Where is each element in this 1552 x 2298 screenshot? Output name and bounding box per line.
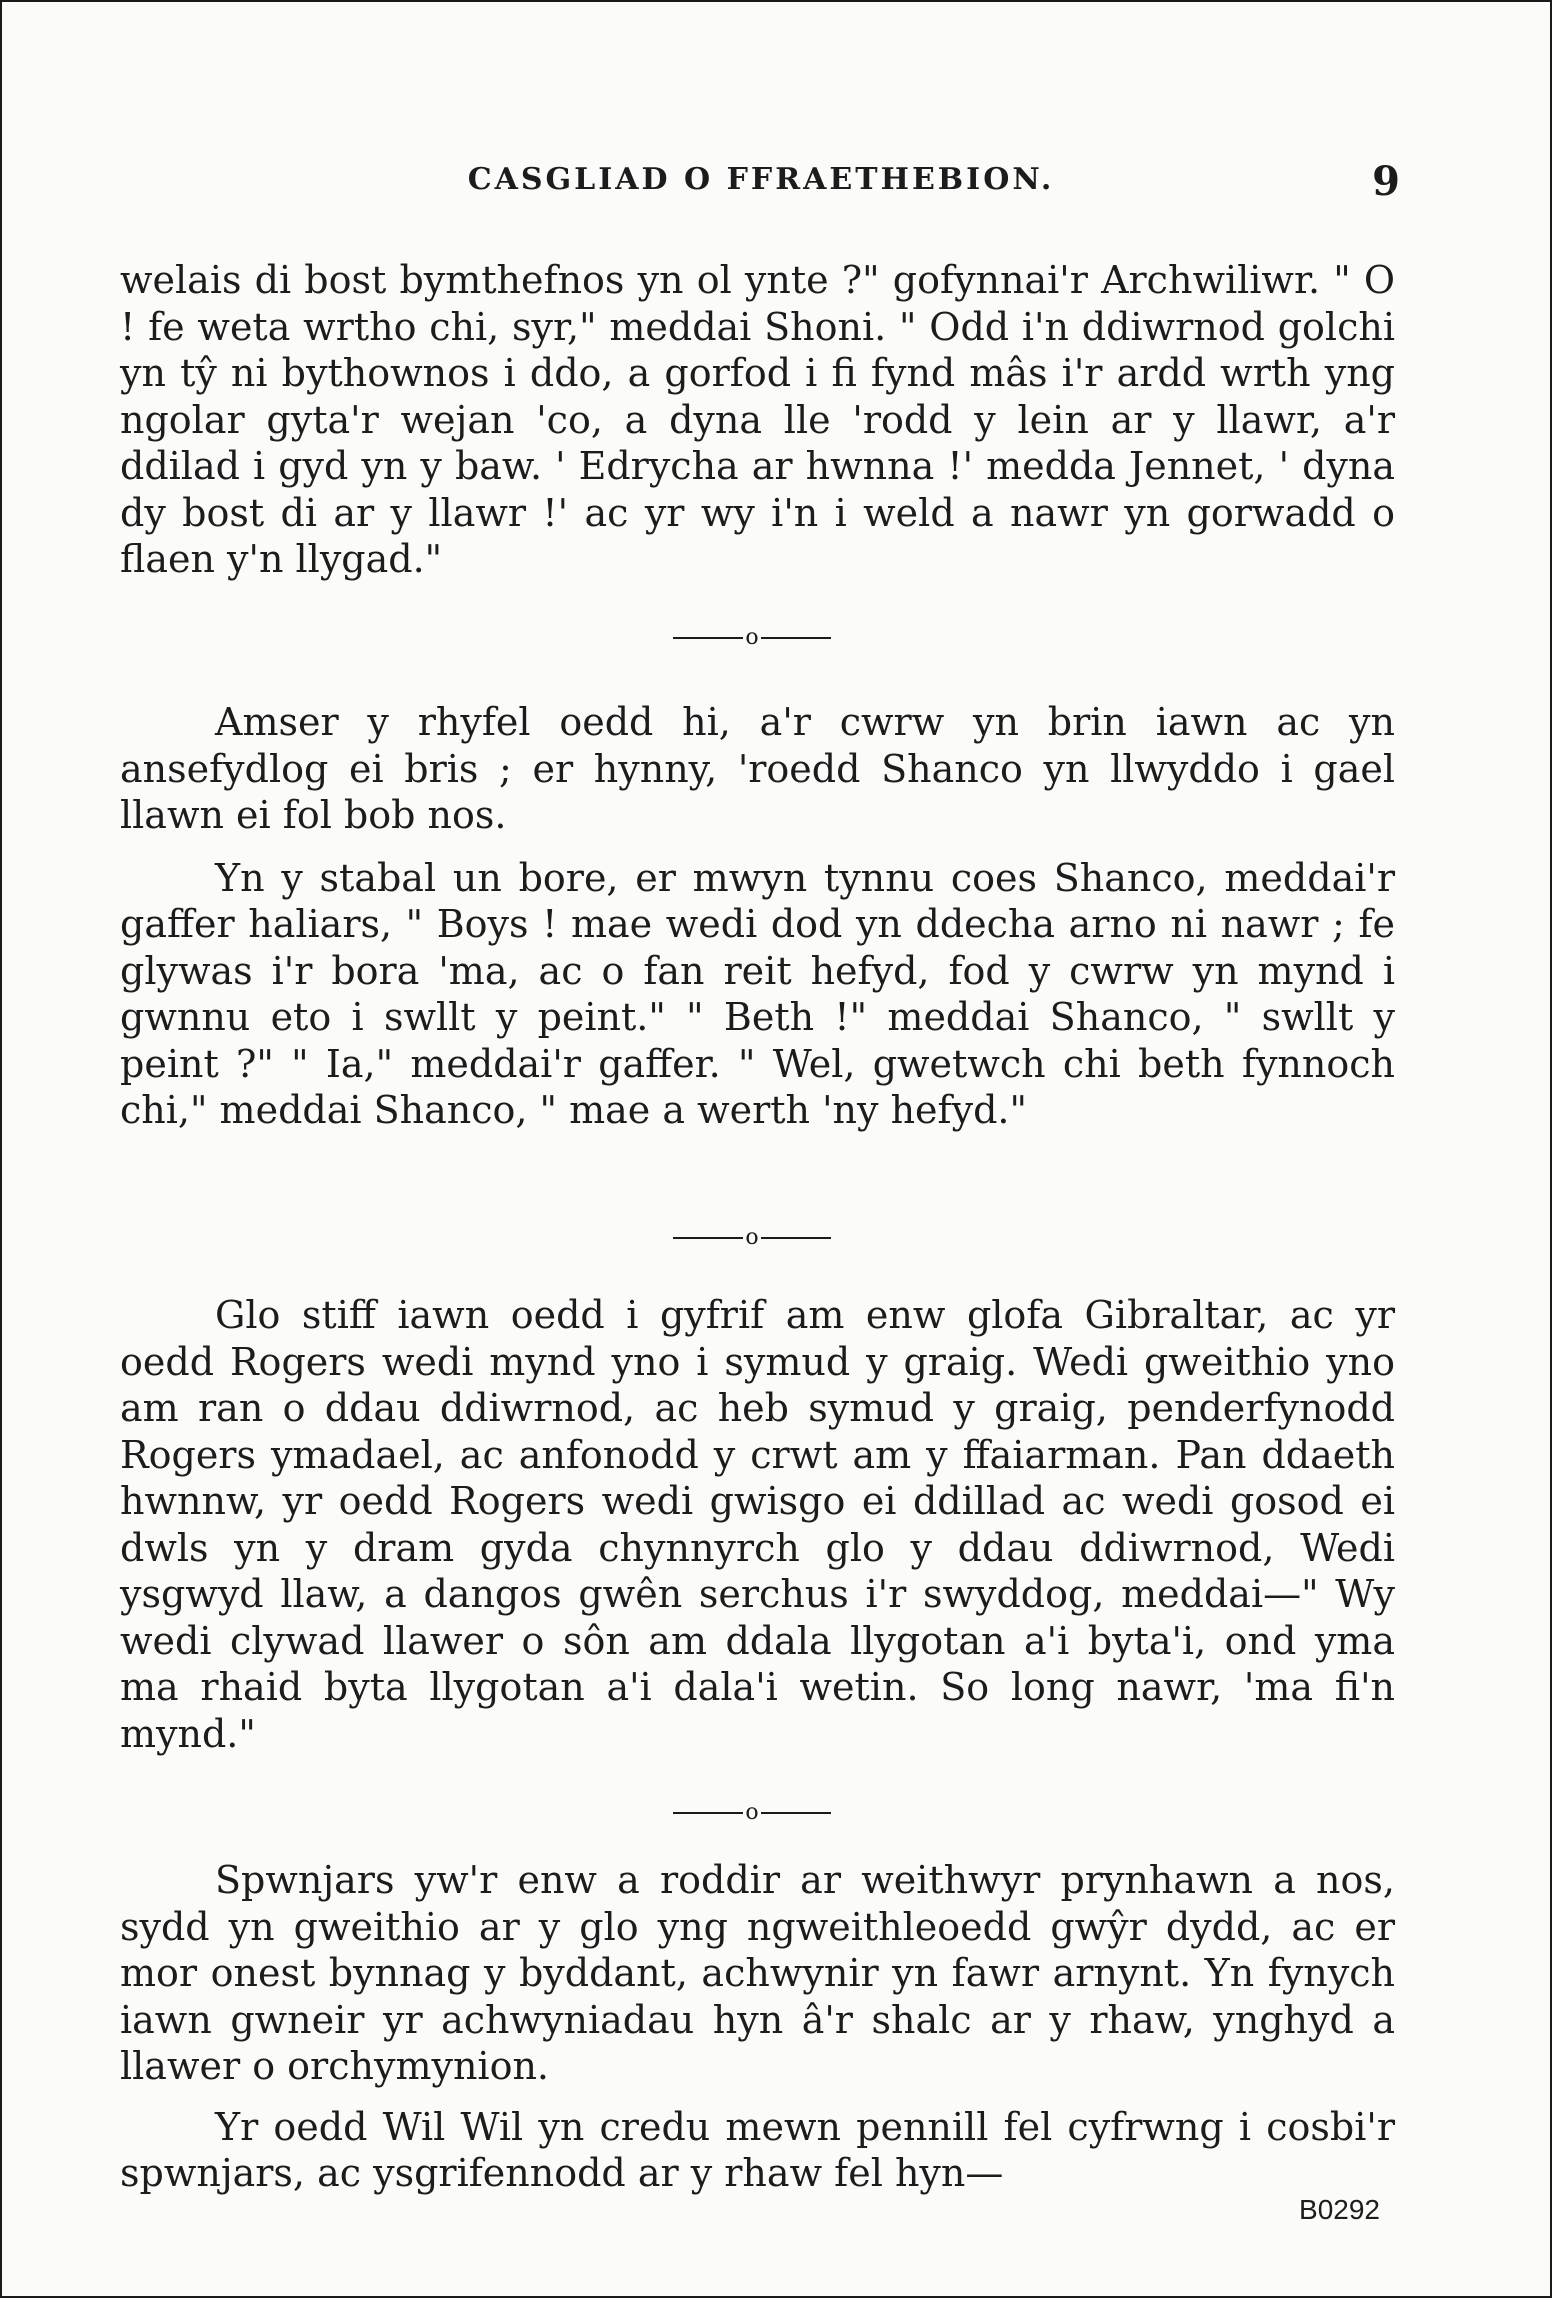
divider-mark: o [745, 1800, 759, 1825]
divider-rule-right [761, 1237, 831, 1239]
section-divider [602, 1218, 902, 1258]
divider-rule-right [761, 637, 831, 639]
section-divider [602, 1793, 902, 1833]
divider-mark: o [745, 625, 759, 650]
anecdote-shoni [120, 257, 1395, 583]
page-header [122, 158, 1400, 212]
anecdote-rogers [120, 1292, 1395, 1757]
paragraph: Glo stiff iawn oedd i gyfrif am enw glofa Gibraltar, ac yr oedd Rogers wedi mynd yno i symud y graig. Wedi gweithio yno am ran o ddau ddiwrnod, ac heb symud y graig, penderfynodd Rogers ymadael, ac anfonodd y crwt am y ffaiarman. Pan ddaeth hwnnw, yr oedd Rogers wedi gwisgo ei ddillad ac wedi gosod ei dwls yn y dram gyda chynnyrch glo y ddau ddiwrnod, Wedi ysgwyd llaw, a dangos gwên serchus i'r swyddog, meddai—" Wy wedi clywad llawer o sôn am ddala llygotan a'i byta'i, ond yma ma rhaid byta llygotan a'i dala'i wetin. So long nawr, 'ma fi'n mynd." [120, 1293, 1395, 1756]
divider-rule-left [673, 1812, 743, 1814]
divider-rule-right [761, 1812, 831, 1814]
paragraph: Yn y stabal un bore, er mwyn tynnu coes Shanco, meddai'r gaffer haliars, " Boys ! mae wedi dod yn ddecha arno ni nawr ; fe glywas i'r bora 'ma, ac o fan reit hefyd, fod y cwrw yn mynd i gwnnu eto i swllt y peint." " Beth !" meddai Shanco, " swllt y peint ?" " Ia," meddai'r gaffer. " Wel, gwetwch chi beth fynnoch chi," meddai Shanco, " mae a werth 'ny hefyd." [120, 855, 1395, 1132]
divider-rule-left [673, 1237, 743, 1239]
divider-rule-left [673, 637, 743, 639]
running-title: CASGLIAD O FFRAETHEBION. [467, 162, 1055, 197]
paragraph: Spwnjars yw'r enw a roddir ar weithwyr prynhawn a nos, sydd yn gweithio ar y glo yng ngweithleoedd gwŷr dydd, ac er mor onest bynnag y byddant, achwynir yn fawr arnynt. Yn fynych iawn gwneir yr achwyniadau hyn â'r shalc ar y rhaw, ynghyd a llawer o orchymynion. [120, 1858, 1395, 2088]
reference-code: B0292 [1299, 2194, 1380, 2225]
paragraph: Amser y rhyfel oedd hi, a'r cwrw yn brin iawn ac yn ansefydlog ei bris ; er hynny, 'roedd Shanco yn llwyddo i gael llawn ei fol bob nos. [120, 700, 1395, 837]
anecdote-spwnjars [120, 1857, 1395, 2197]
divider-mark: o [745, 1225, 759, 1250]
paragraph: Yr oedd Wil Wil yn credu mewn pennill fel cyfrwng i cosbi'r spwnjars, ac ysgrifennodd ar y rhaw fel hyn— [120, 2104, 1395, 2195]
section-divider [602, 618, 902, 658]
page-number: 9 [1372, 158, 1400, 205]
paragraph: welais di bost bymthefnos yn ol ynte ?" gofynnai'r Archwiliwr. " O ! fe weta wrtho chi, syr," meddai Shoni. " Odd i'n ddiwrnod golchi yn tŷ ni bythownos i ddo, a gorfod i fi fynd mâs i'r ardd wrth yng ngolar gyta'r wejan 'co, a dyna lle 'rodd y lein ar y llawr, a'r ddilad i gyd yn y baw. ' Edrycha ar hwnna !' medda Jennet, ' dyna dy bost di ar y llawr !' ac yr wy i'n i weld a nawr yn gorwadd o flaen y'n llygad." [120, 258, 1395, 581]
anecdote-shanco [120, 699, 1395, 1134]
